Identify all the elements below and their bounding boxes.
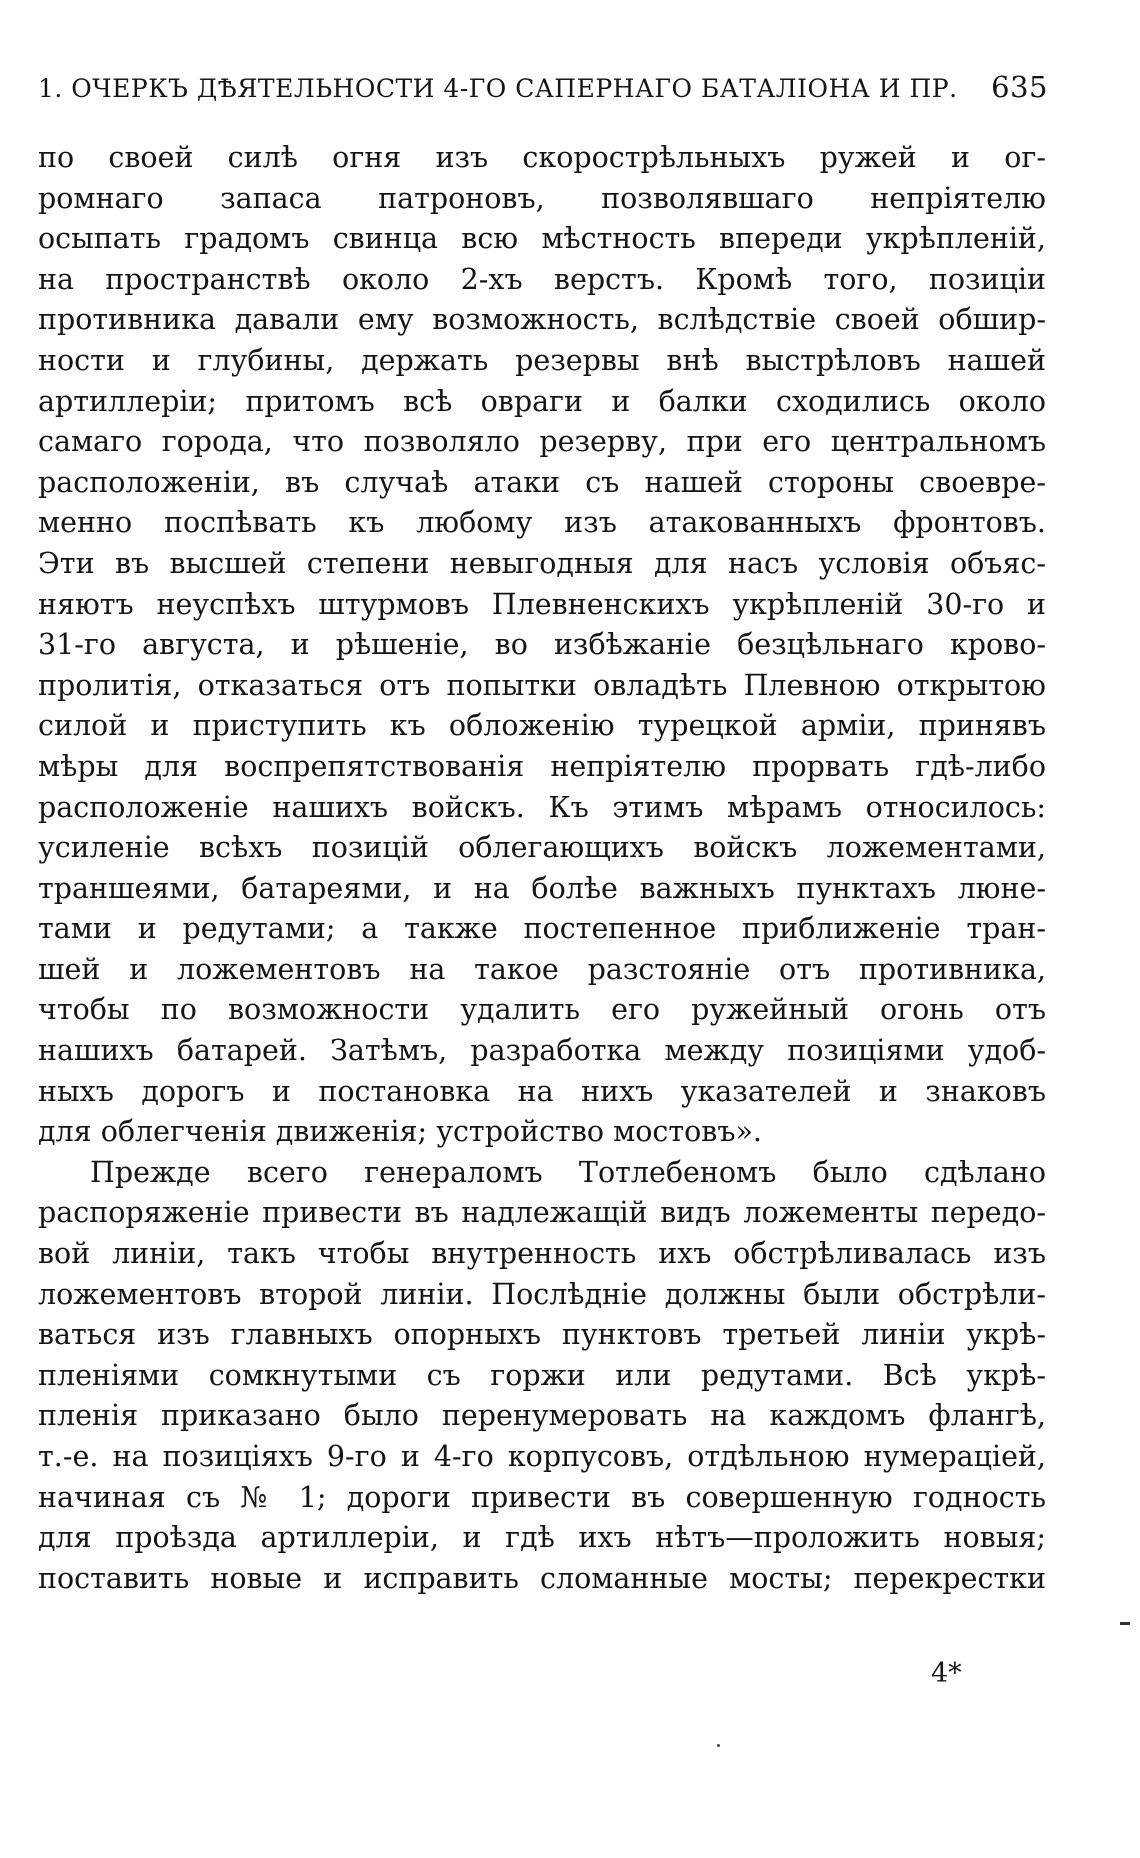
text-line: чтобы по возможности удалить его ружейный огонь отъ — [38, 993, 1046, 1027]
text-line: 31-го августа, и рѣшеніе, во избѣжаніе безцѣльнаго крово- — [38, 628, 1046, 662]
text-line: на пространствѣ около 2-хъ верстъ. Кромѣ того, позиціи — [38, 262, 1046, 296]
text-line: менно поспѣвать къ любому изъ атакованныхъ фронтовъ. — [38, 506, 1046, 540]
body-text — [38, 138, 1046, 1599]
text-line: для облегченія движенія; устройство мостовъ». — [38, 1115, 762, 1149]
text-line: по своей силѣ огня изъ скорострѣльныхъ ружей и ог- — [38, 141, 1046, 174]
text-line: поставить новые и исправить сломанные мосты; перекрестки — [38, 1561, 1046, 1595]
text-line: няютъ неуспѣхъ штурмовъ Плевненскихъ укрѣпленій 30-го и — [38, 587, 1046, 621]
text-line: пленіями сомкнутыми съ горжи или редутами. Всѣ укрѣ- — [38, 1358, 1046, 1392]
text-line: силой и приступить къ обложенію турецкой арміи, принявъ — [38, 709, 1046, 743]
text-line: усиленіе всѣхъ позицій облегающихъ войскъ ложементами, — [38, 831, 1046, 865]
running-header — [38, 70, 1048, 110]
text-line: пленія приказано было перенумеровать на каждомъ флангѣ, — [38, 1399, 1046, 1433]
margin-dash — [1120, 1622, 1130, 1625]
text-line: Эти въ высшей степени невыгодныя для насъ условія объяс- — [38, 546, 1046, 580]
text-line: артиллеріи; притомъ всѣ овраги и балки сходились около — [38, 384, 1046, 418]
paragraph-start-line: Прежде всего генераломъ Тотлебеномъ было сдѣлано — [90, 1155, 1046, 1189]
text-line: вой линіи, такъ чтобы внутренность ихъ обстрѣливалась изъ — [38, 1237, 1046, 1271]
header-section-title: 1. ОЧЕРКЪ ДѢЯТЕЛЬНОСТИ 4-ГО САПЕРНАГО БАТАЛІОНА И ПР. — [38, 74, 958, 103]
text-line: пролитія, отказаться отъ попытки овладѣть Плевною открытою — [38, 668, 1046, 702]
text-line: самаго города, что позволяло резерву, при его центральномъ — [38, 425, 1046, 459]
text-line: ромнаго запаса патроновъ, позволявшаго непріятелю — [38, 181, 1046, 215]
text-line: ложементовъ второй линіи. Послѣдніе должны были обстрѣли- — [38, 1277, 1046, 1311]
text-line: шей и ложементовъ на такое разстояніе отъ противника, — [38, 952, 1046, 986]
text-line: ваться изъ главныхъ опорныхъ пунктовъ третьей линіи укрѣ- — [38, 1318, 1046, 1352]
text-line: ности и глубины, держать резервы внѣ выстрѣловъ нашей — [38, 343, 1046, 377]
ink-dot — [717, 1744, 720, 1747]
text-line: расположеніи, въ случаѣ атаки съ нашей стороны своевре- — [38, 465, 1046, 499]
text-line: ныхъ дорогъ и постановка на нихъ указателей и знаковъ — [38, 1074, 1046, 1108]
text-line: тами и редутами; а также постепенное приближеніе тран- — [38, 912, 1046, 946]
text-line: т.-е. на позиціяхъ 9-го и 4-го корпусовъ, отдѣльною нумераціей, — [38, 1440, 1046, 1473]
text-line: осыпать градомъ свинца всю мѣстность впереди укрѣпленій, — [38, 222, 1046, 256]
signature-mark: 4* — [931, 1658, 962, 1689]
text-line: противника давали ему возможность, вслѣдствіе своей обшир- — [38, 303, 1046, 337]
page-number: 635 — [991, 70, 1048, 104]
text-line: распоряженіе привести въ надлежащій видъ ложементы передо- — [38, 1196, 1046, 1230]
text-line: траншеями, батареями, и на болѣе важныхъ пунктахъ люне- — [38, 871, 1046, 905]
text-line: для проѣзда артиллеріи, и гдѣ ихъ нѣтъ—проложить новыя; — [38, 1521, 1046, 1555]
text-line: расположеніе нашихъ войскъ. Къ этимъ мѣрамъ относилось: — [38, 790, 1046, 824]
text-line: нашихъ батарей. Затѣмъ, разработка между позиціями удоб- — [38, 1034, 1046, 1068]
text-line: мѣры для воспрепятствованія непріятелю прорвать гдѣ-либо — [38, 749, 1046, 783]
text-line: начиная съ № 1; дороги привести въ совершенную годность — [38, 1480, 1046, 1514]
